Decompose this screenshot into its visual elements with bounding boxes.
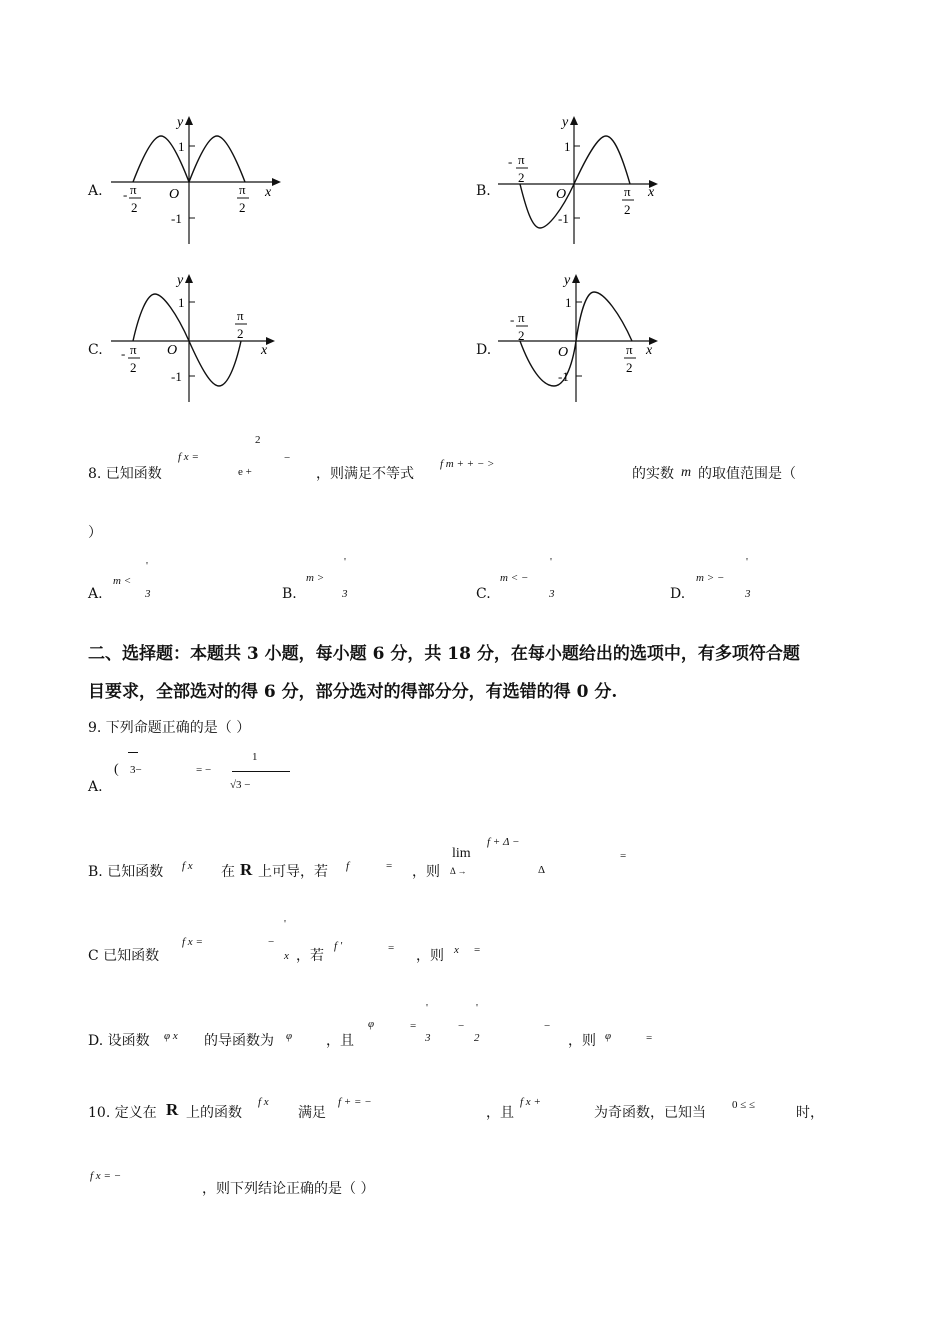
axis-x-label: x bbox=[648, 185, 655, 200]
q9-c-ruo: ，若 bbox=[296, 948, 324, 964]
axis-x-label: x bbox=[265, 185, 272, 200]
tick-neg-sign: - bbox=[123, 187, 128, 202]
q9-c-label: C 已知函数 bbox=[88, 948, 160, 964]
q10-fx2: f x + bbox=[520, 1096, 541, 1108]
tick-pos-two: 2 bbox=[237, 326, 244, 341]
q9-b-numerator: f + Δ − bbox=[487, 836, 520, 848]
tick-neg-two: 2 bbox=[130, 360, 137, 375]
q8-option-d-den: 3 bbox=[745, 588, 751, 600]
q8-suffix2: 的取值范围是（ bbox=[698, 466, 796, 482]
q9-stem: 9. 下列命题正确的是（ ） bbox=[88, 720, 251, 736]
q8-option-d-expr: m > − bbox=[696, 572, 725, 584]
q8-suffix: 的实数 bbox=[632, 466, 674, 482]
q9-b-then: ，则 bbox=[412, 864, 440, 880]
graph-option-a-label: A. bbox=[88, 183, 103, 199]
tick-neg-two: 2 bbox=[518, 170, 525, 185]
q9-b-lim-sub: Δ → bbox=[450, 866, 467, 876]
q8-option-c-expr: m < − bbox=[500, 572, 529, 584]
q9-b-mid2: 上可导，若 bbox=[258, 864, 328, 880]
origin-label: O bbox=[169, 187, 180, 202]
q9-a-paren: ( bbox=[114, 762, 119, 777]
axis-y-label: y bbox=[177, 115, 184, 130]
q9-d-then: ，则 bbox=[568, 1033, 596, 1049]
q9-b-mid: 在 bbox=[221, 864, 235, 880]
tick-one: 1 bbox=[178, 139, 185, 154]
q9-a-num: 1 bbox=[252, 751, 258, 763]
tick-pos-pi: π bbox=[624, 184, 631, 199]
graph-option-b-label: B. bbox=[476, 183, 491, 199]
axis-y-label: y bbox=[562, 115, 569, 130]
q10-ineq: 0 ≤ ≤ bbox=[732, 1099, 756, 1111]
q8-option-d-label: D. bbox=[670, 586, 686, 602]
q9-d-qie: ，且 bbox=[326, 1033, 354, 1049]
q9-a-den: √3 − bbox=[230, 779, 251, 791]
q8-option-a-label: A. bbox=[88, 586, 103, 602]
q9-d-mid: 的导函数为 bbox=[204, 1033, 274, 1049]
q8-close: ） bbox=[88, 525, 102, 541]
q8-option-b-expr: m > bbox=[306, 572, 325, 584]
tick-one: 1 bbox=[178, 295, 185, 310]
q8-option-c-den: 3 bbox=[549, 588, 555, 600]
q9-c-eq2: = bbox=[474, 944, 481, 956]
tick-pos-two: 2 bbox=[239, 200, 246, 215]
q9-a-fraction-bar bbox=[232, 771, 290, 772]
q8-option-c-num: ' bbox=[550, 556, 552, 568]
tick-pos-pi: π bbox=[626, 342, 633, 357]
q10-shi: 时， bbox=[796, 1105, 824, 1121]
section-2-heading-line-1: 二、选择题：本题共 3 小题，每小题 6 分，共 18 分，在每小题给出的选项中，有多项符合题 bbox=[88, 644, 800, 664]
graph-option-a bbox=[105, 110, 295, 250]
q9-d-eq2: = bbox=[646, 1032, 653, 1044]
q9-d-n1: ' bbox=[426, 1002, 428, 1014]
tick-pos-two: 2 bbox=[624, 202, 631, 217]
q10-line2-rest: ，则下列结论正确的是（ ） bbox=[202, 1181, 375, 1197]
tick-neg-two: 2 bbox=[131, 200, 138, 215]
q9-d-minus: − bbox=[458, 1020, 465, 1032]
origin-label: O bbox=[167, 343, 178, 358]
axis-x-label: x bbox=[646, 343, 653, 358]
axis-y-label: y bbox=[177, 273, 184, 288]
q8-option-c-label: C. bbox=[476, 586, 491, 602]
q9-b-label: B. 已知函数 bbox=[88, 864, 164, 880]
q8-option-b-den: 3 bbox=[342, 588, 348, 600]
axis-y-label: y bbox=[564, 273, 571, 288]
q10-mid: 上的函数 bbox=[186, 1105, 242, 1121]
q9-d-phi2: φ bbox=[286, 1030, 293, 1042]
q10-equation: f + = − bbox=[338, 1096, 372, 1108]
q10-prefix: 10. 定义在 bbox=[88, 1105, 157, 1121]
q10-qie: ，且 bbox=[486, 1105, 514, 1121]
tick-neg-one: -1 bbox=[558, 211, 569, 226]
graph-option-b bbox=[492, 110, 682, 250]
q9-c-x2: x bbox=[454, 944, 459, 956]
q9-c-then: ，则 bbox=[416, 948, 444, 964]
q9-b-f: f bbox=[346, 860, 350, 872]
q10-line2-f: f x = − bbox=[90, 1170, 122, 1182]
q8-minus: − bbox=[284, 452, 291, 464]
q9-d-minus2: − bbox=[544, 1020, 551, 1032]
q9-d-phi4: φ bbox=[605, 1030, 612, 1042]
tick-neg-two: 2 bbox=[518, 328, 525, 343]
q9-c-fprime: f ′ bbox=[334, 940, 343, 952]
q9-c-x: x bbox=[284, 950, 289, 962]
tick-neg-pi: π bbox=[130, 182, 137, 197]
q8-sup2: 2 bbox=[255, 434, 261, 446]
q9-b-fx: f x bbox=[182, 860, 193, 872]
section-2-heading-line-2: 目要求，全部选对的得 6 分，部分选对的得部分分，有选错的得 0 分. bbox=[88, 682, 618, 702]
q9-d-d2: 2 bbox=[474, 1032, 480, 1044]
q10-mid2: 满足 bbox=[298, 1105, 326, 1121]
tick-neg-pi: π bbox=[130, 342, 137, 357]
tick-pos-two: 2 bbox=[626, 360, 633, 375]
q9-c-eq: = bbox=[388, 942, 395, 954]
tick-pos-pi: π bbox=[237, 308, 244, 323]
q9-d-eq: = bbox=[410, 1020, 417, 1032]
tick-one: 1 bbox=[564, 139, 571, 154]
origin-label: O bbox=[556, 187, 567, 202]
origin-label: O bbox=[558, 345, 569, 360]
q9-c-fx: f x = bbox=[182, 936, 203, 948]
q8-fx: f x = bbox=[178, 451, 199, 463]
q9-b-real-set: R bbox=[240, 860, 253, 879]
graph-option-d bbox=[492, 268, 682, 408]
q9-c-num: ' bbox=[284, 918, 286, 930]
q9-d-label: D. 设函数 bbox=[88, 1033, 150, 1049]
q8-option-b-label: B. bbox=[282, 586, 297, 602]
q8-inequality: f m + + − > bbox=[440, 458, 495, 470]
q9-b-denominator: Δ bbox=[538, 864, 546, 876]
graph-option-c bbox=[105, 268, 295, 408]
tick-neg-pi: π bbox=[518, 310, 525, 325]
q8-option-d-num: ' bbox=[746, 556, 748, 568]
q8-option-a-expr: m < bbox=[113, 575, 132, 587]
q8-option-a-den: 3 bbox=[145, 588, 151, 600]
q9-c-minus: − bbox=[268, 936, 275, 948]
q10-odd: 为奇函数，已知当 bbox=[594, 1105, 706, 1121]
q9-a-overline bbox=[128, 752, 138, 753]
q10-real-set: R bbox=[166, 1100, 179, 1119]
q9-d-n2: ' bbox=[476, 1002, 478, 1014]
tick-neg-sign: - bbox=[510, 312, 515, 327]
q8-option-a-num: ' bbox=[146, 560, 148, 572]
q9-d-d1: 3 bbox=[425, 1032, 431, 1044]
axis-x-label: x bbox=[261, 343, 268, 358]
graph-option-c-label: C. bbox=[88, 342, 103, 358]
q9-d-phi: φ x bbox=[164, 1030, 178, 1042]
q9-b-eq: = bbox=[386, 860, 393, 872]
q9-a-label: A. bbox=[88, 779, 103, 795]
q8-option-b-num: ' bbox=[344, 556, 346, 568]
q9-b-eq2: = bbox=[620, 850, 627, 862]
tick-neg-one: -1 bbox=[171, 369, 182, 384]
q8-e-plus: e + bbox=[238, 466, 252, 478]
tick-neg-one: -1 bbox=[171, 211, 182, 226]
tick-neg-sign: - bbox=[121, 346, 126, 361]
q8-prefix: 8. 已知函数 bbox=[88, 466, 162, 482]
q9-b-lim: lim bbox=[452, 846, 471, 861]
q9-a-rad: 3− bbox=[130, 764, 142, 776]
q9-a-eq: = − bbox=[196, 764, 212, 776]
tick-neg-sign: - bbox=[508, 154, 513, 169]
q10-fx: f x bbox=[258, 1096, 269, 1108]
q9-d-phi3: φ bbox=[368, 1018, 375, 1030]
tick-neg-one: -1 bbox=[558, 369, 569, 384]
q8-m: m bbox=[681, 465, 692, 480]
tick-neg-pi: π bbox=[518, 152, 525, 167]
graph-option-d-label: D. bbox=[476, 342, 492, 358]
tick-pos-pi: π bbox=[239, 182, 246, 197]
tick-one: 1 bbox=[565, 295, 572, 310]
q8-mid: ，则满足不等式 bbox=[316, 466, 414, 482]
